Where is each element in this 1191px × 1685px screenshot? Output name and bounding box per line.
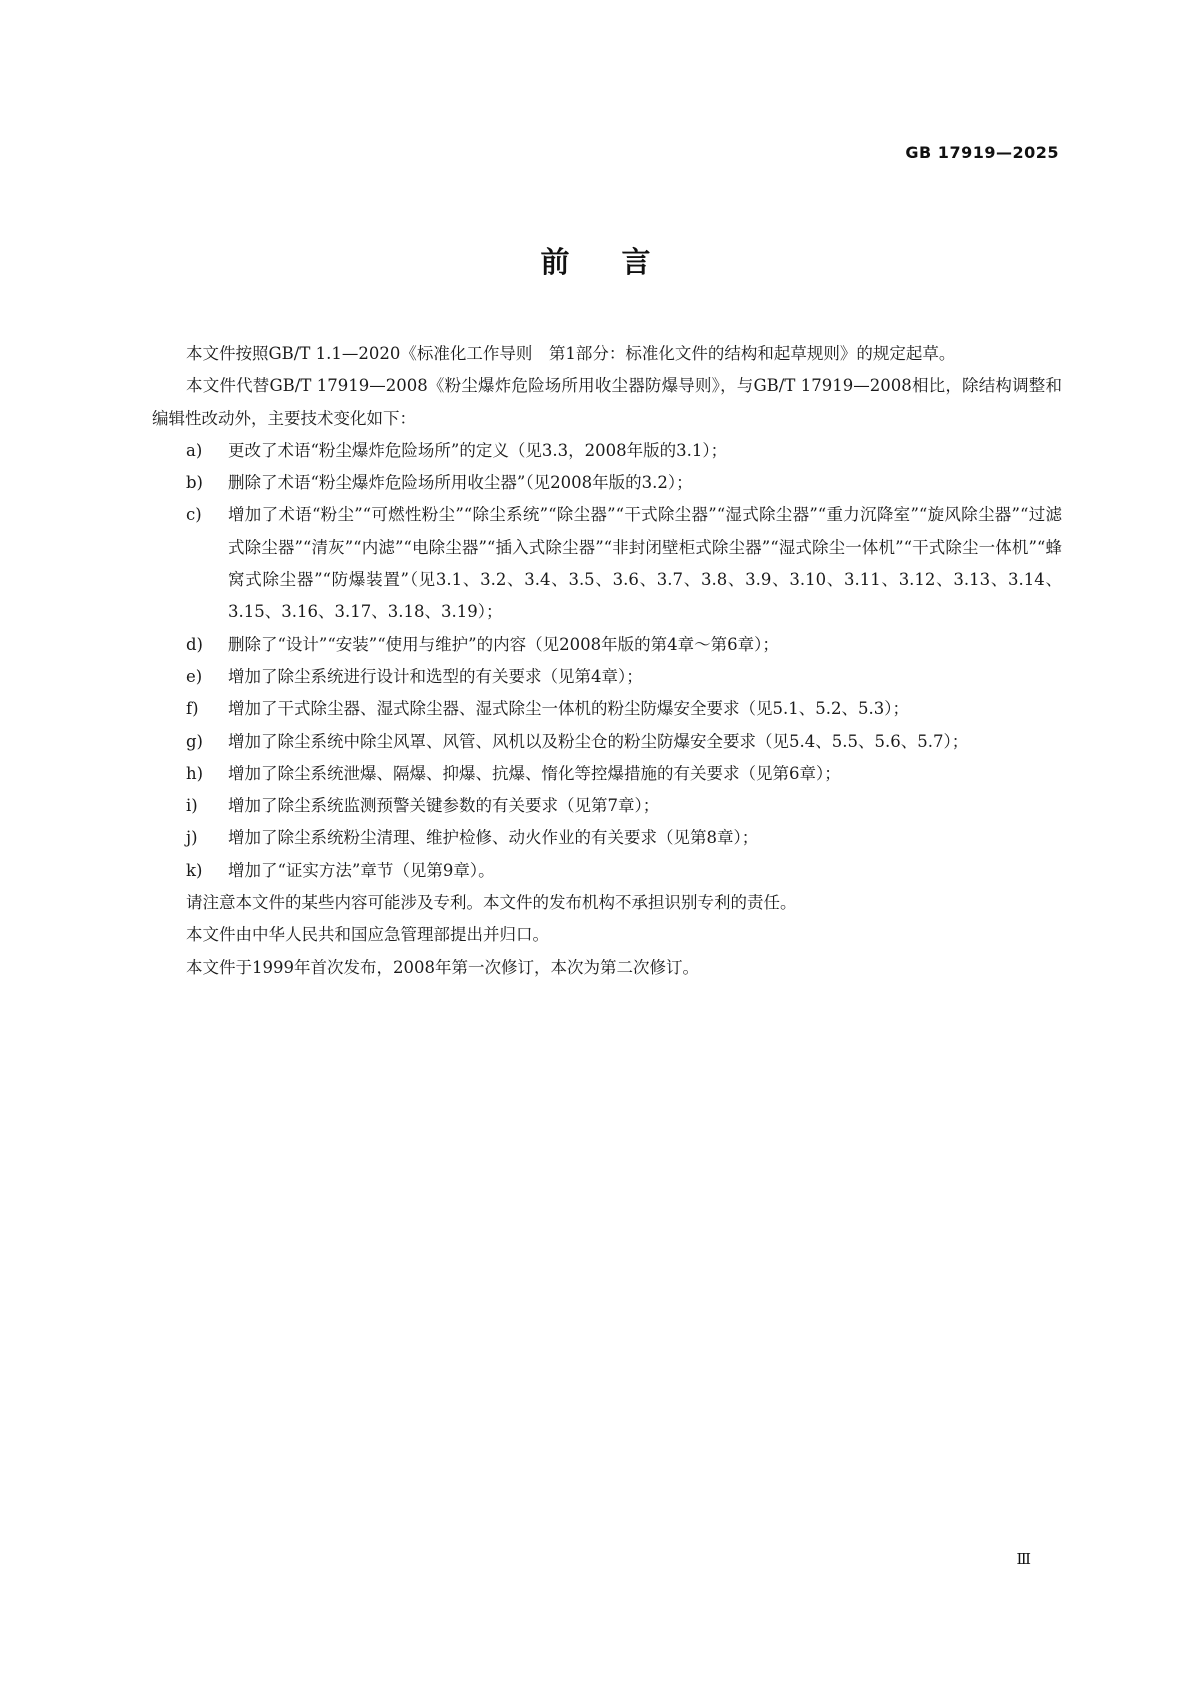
list-item-label: j) — [186, 828, 198, 848]
list-item-label: f) — [186, 699, 199, 719]
page-number: Ⅲ — [1016, 1550, 1031, 1568]
list-item-text: 增加了干式除尘器、湿式除尘器、湿式除尘一体机的粉尘防爆安全要求（见5.1、5.2、5.3）； — [228, 699, 909, 719]
list-item-text: 增加了术语“粉尘”“可燃性粉尘”“除尘系统”“除尘器”“干式除尘器”“湿式除尘器”“重力沉降室”“旋风除尘器”“过滤式除尘器”“清灰”“内滤”“电除尘器”“插入式除尘器”“非封闭壁柜式除尘器”“湿式除尘一体机”“干式除尘一体机”“蜂窝式除尘器”“防爆装置”（见3.1、3.2、3.4、3.5、3.6、3.7、3.8、3.9、3.10、3.11、3.12、3.13、3.14、3.15、3.16、3.17、3.18、3.19）； — [228, 505, 1062, 622]
paragraph-replacement: 本文件代替GB/T 17919—2008《粉尘爆炸危险场所用收尘器防爆导则》，与GB/T 17919—2008相比，除结构调整和编辑性改动外，主要技术变化如下： — [152, 376, 1062, 428]
list-item-text: 增加了除尘系统中除尘风罩、风管、风机以及粉尘仓的粉尘防爆安全要求（见5.4、5.5、5.6、5.7）； — [228, 731, 969, 751]
list-item-text: 删除了术语“粉尘爆炸危险场所用收尘器”（见2008年版的3.2）； — [228, 473, 693, 493]
list-item — [152, 790, 1062, 822]
paragraph-patent-notice: 请注意本文件的某些内容可能涉及专利。本文件的发布机构不承担识别专利的责任。 — [186, 893, 797, 913]
paragraph-history: 本文件于1999年首次发布，2008年第一次修订，本次为第二次修订。 — [186, 957, 699, 977]
list-item-text: 删除了“设计”“安装”“使用与维护”的内容（见2008年版的第4章～第6章）； — [228, 634, 779, 654]
list-item-text: 增加了除尘系统粉尘清理、维护检修、动火作业的有关要求（见第8章）； — [228, 828, 759, 848]
list-item — [152, 758, 1062, 790]
list-item-text: 更改了术语“粉尘爆炸危险场所”的定义（见3.3，2008年版的3.1）； — [228, 440, 728, 460]
list-item-label: c) — [186, 505, 202, 525]
paragraph-drafting-rule: 本文件按照GB/T 1.1—2020《标准化工作导则 第1部分：标准化文件的结构和起草规则》的规定起草。 — [186, 344, 956, 363]
list-item-label: e) — [186, 666, 203, 686]
list-item-label: d) — [186, 634, 203, 654]
list-item — [152, 661, 1062, 693]
list-item — [152, 855, 1062, 887]
list-item-label: i) — [186, 796, 198, 816]
changes-list — [152, 435, 1062, 887]
list-item — [152, 693, 1062, 725]
list-item-label: k) — [186, 860, 203, 880]
list-item-label: h) — [186, 763, 204, 783]
foreword-body — [152, 338, 1062, 984]
list-item-label: a) — [186, 440, 203, 460]
list-item — [152, 822, 1062, 854]
list-item — [152, 629, 1062, 661]
standard-code: GB 17919—2025 — [905, 143, 1059, 162]
list-item — [152, 499, 1062, 628]
list-item-label: g) — [186, 731, 203, 751]
list-item-text: 增加了除尘系统监测预警关键参数的有关要求（见第7章）； — [228, 796, 660, 816]
list-item — [152, 467, 1062, 499]
list-item — [152, 726, 1062, 758]
list-item-text: 增加了“证实方法”章节（见第9章）。 — [228, 860, 495, 880]
list-item-text: 增加了除尘系统泄爆、隔爆、抑爆、抗爆、惰化等控爆措施的有关要求（见第6章）； — [228, 763, 841, 783]
list-item-text: 增加了除尘系统进行设计和选型的有关要求（见第4章）； — [228, 666, 643, 686]
paragraph-proposer: 本文件由中华人民共和国应急管理部提出并归口。 — [186, 925, 549, 945]
list-item — [152, 435, 1062, 467]
page-title: 前言 — [540, 245, 703, 279]
list-item-label: b) — [186, 473, 203, 493]
